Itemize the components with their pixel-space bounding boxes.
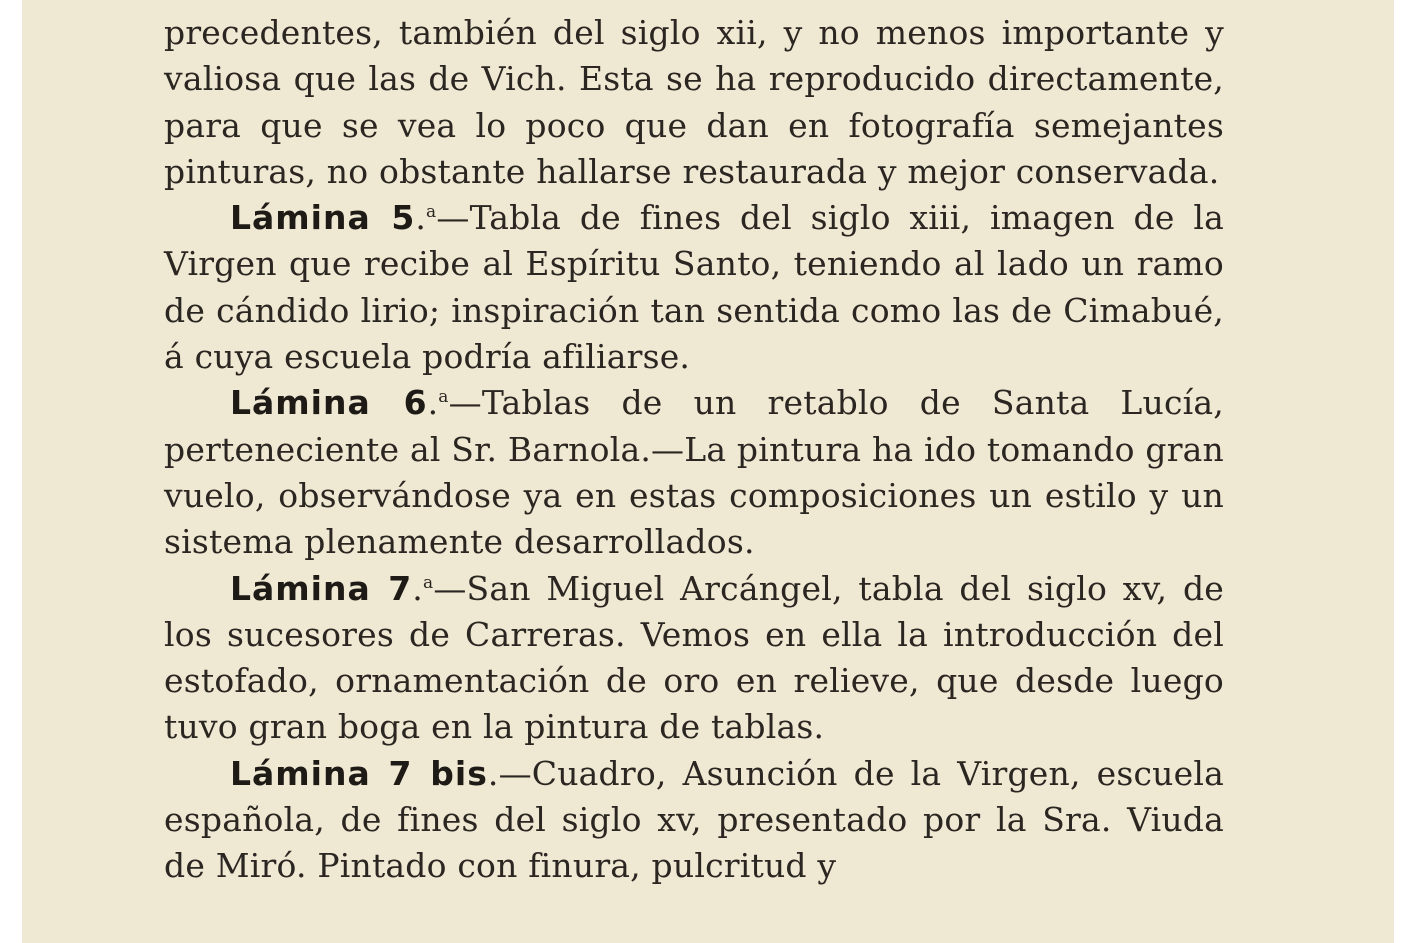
paragraph-lamina-5 [164,195,1224,380]
plate-description: —Cuadro, Asunción de la Virgen, escuela española, de fines del siglo xv, presentado por la Sra. Viuda de Miró. Pintado con finura, pulcritud y [164,753,1224,886]
plate-label: Lámina 7 [230,568,413,608]
plate-label: Lámina 5 [230,198,416,238]
text-block [164,10,1224,890]
plate-ordinal: . [415,198,427,238]
paragraph-intro [164,10,1224,195]
plate-superscript: a [438,387,449,408]
plate-ordinal: . [487,753,499,793]
plate-ordinal: . [427,383,439,423]
page-scan [22,0,1394,943]
paragraph-lamina-7 [164,566,1224,751]
paragraph-lamina-7-bis [164,751,1224,890]
intro-text: precedentes, también del siglo xii, y no menos importante y valiosa que las de Vich. Esta se ha reproducido directamente, para que se vea lo poco que dan en fotografía semejantes pinturas, no obstante hallarse restaurada y mejor conservada. [164,13,1224,191]
plate-label: Lámina 6 [230,383,428,423]
plate-label: Lámina 7 bis [230,753,488,793]
plate-ordinal: . [412,568,423,608]
plate-description: —Tabla de fines del siglo xiii, imagen de la Virgen que recibe al Espíritu Santo, teniendo al lado un ramo de cándido lirio; inspiración tan sentida como las de Cimabué, á cuya escuela podría afiliarse. [164,198,1224,377]
plate-description: —Tablas de un retablo de Santa Lucía, perteneciente al Sr. Barnola.—La pintura ha ido tomando gran vuelo, observándose ya en estas composiciones un estilo y un sistema plenamente desarrollados. [164,383,1224,562]
plate-superscript: a [426,202,437,223]
plate-superscript: a [422,572,434,593]
paragraph-lamina-6 [164,380,1224,565]
plate-description: —San Miguel Arcángel, tabla del siglo xv, de los sucesores de Carreras. Vemos en ella la introducción del estofado, ornamentación de oro en relieve, que desde luego tuvo gran boga en la pintura de tablas. [164,568,1224,747]
